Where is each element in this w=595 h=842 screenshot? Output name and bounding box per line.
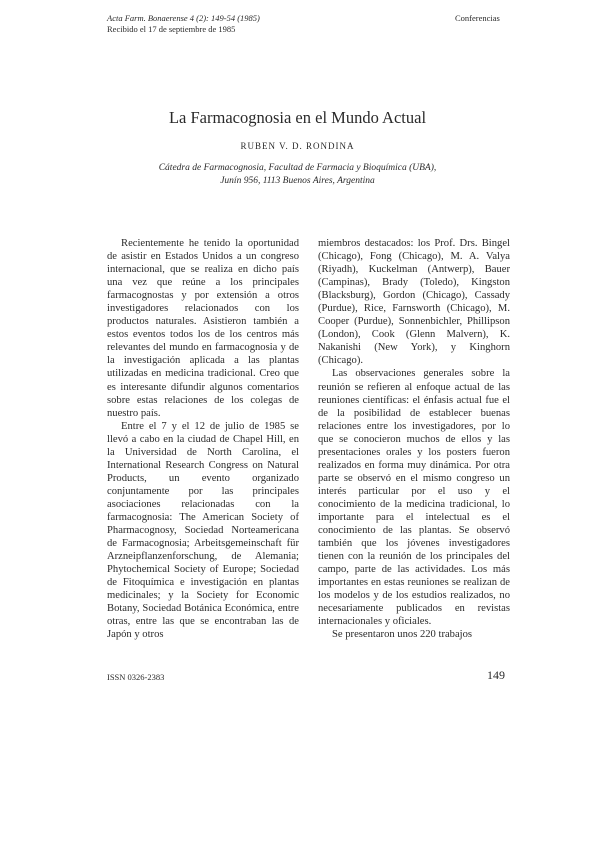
body-column-right — [318, 237, 510, 641]
received-date: Recibido el 17 de septiembre de 1985 — [107, 24, 236, 34]
section-label: Conferencias — [455, 13, 500, 23]
body-column-left — [107, 237, 299, 641]
paragraph: Entre el 7 y el 12 de julio de 1985 se llevó a cabo en la ciudad de Chapel Hill, en la Universidad de North Carolina, el International Research Congress on Natural Products, un evento organizado conjuntamente por las principales asociaciones relacionadas con la farmacognosia: The American Society of Pharmacognosy, Sociedad Norteamericana de Farmacognosia; Arbeitsgemeinschaft für Arzneipflanzenforschung, de Alemania; Phytochemical Society of Europe; Sociedad de Fitoquímica e investigación en plantas medicinales; y la Society for Economic Botany, Sociedad Botánica Económica, entre otras, entre las que se encontraban las de Japón y otros — [107, 420, 299, 641]
paragraph: Recientemente he tenido la oportunidad de asistir en Estados Unidos a un congreso internacional, que se realiza en dicho país una vez que reúne a los principales farmacognostas y por extensión a otros investigadores relacionados con los productos naturales. Asistieron también a estos eventos todos los de los centros más relevantes del mundo en farmacognosia y de la investigación aplicada a las plantas utilizadas en medicina tradicional. Creo que es interesante difundir algunos comentarios sobre estas relaciones de los colegas de nuestro país. — [107, 238, 299, 419]
running-header — [107, 13, 260, 35]
paragraph: miembros destacados: los Prof. Drs. Bingel (Chicago), Fong (Chicago), M. A. Valya (Riyadh), Kuckelman (Antwerp), Bauer (Campinas), Brady (Toledo), Kingston (Blacksburg), Gordon (Chicago), Cassady (Purdue), Rice, Farnsworth (Chicago), M. Cooper (Purdue), Sonnenbichler, Phillipson (London), Cook (Glenn Malvern), K. Nakanishi (New York), y Kinghorn (Chicago). — [318, 238, 510, 367]
journal-citation: Acta Farm. Bonaerense 4 (2): 149-54 (1985) — [107, 13, 260, 23]
affiliation-line: Junín 956, 1113 Buenos Aires, Argentina — [220, 176, 375, 186]
paragraph: Las observaciones generales sobre la reunión se refieren al enfoque actual de las reuniones científicas: el énfasis actual fue el de la posibilidad de establecer buenas relaciones entre los investigadores, por lo que se conocieron muchos de ellos y las presentaciones orales y los posters fueron realizados en forma muy dinámica. Por otra parte se observó en el mismo congreso un interés particular por el uso y el conocimiento de la medicina tradicional, lo importante para el intelectual es el conocimiento de las plantas. Se observó también que los jóvenes investigadores tienen con la reunión de los principales del campo, parte de las actividades. Los más importantes en estas reuniones se realizan de los modelos y de los estudios realizados, no necesariamente publicados en revistas internacionales y oficiales. — [318, 368, 510, 628]
issn-footer: ISSN 0326-2383 — [107, 672, 165, 682]
page-number: 149 — [487, 668, 505, 682]
author-affiliation — [0, 162, 595, 188]
article-title: La Farmacognosia en el Mundo Actual — [168, 108, 427, 127]
author-name: RUBEN V. D. RONDINA — [240, 141, 355, 151]
paragraph: Se presentaron unos 220 trabajos — [332, 629, 473, 641]
affiliation-line: Cátedra de Farmacognosia, Facultad de Farmacia y Bioquímica (UBA), — [158, 163, 437, 173]
